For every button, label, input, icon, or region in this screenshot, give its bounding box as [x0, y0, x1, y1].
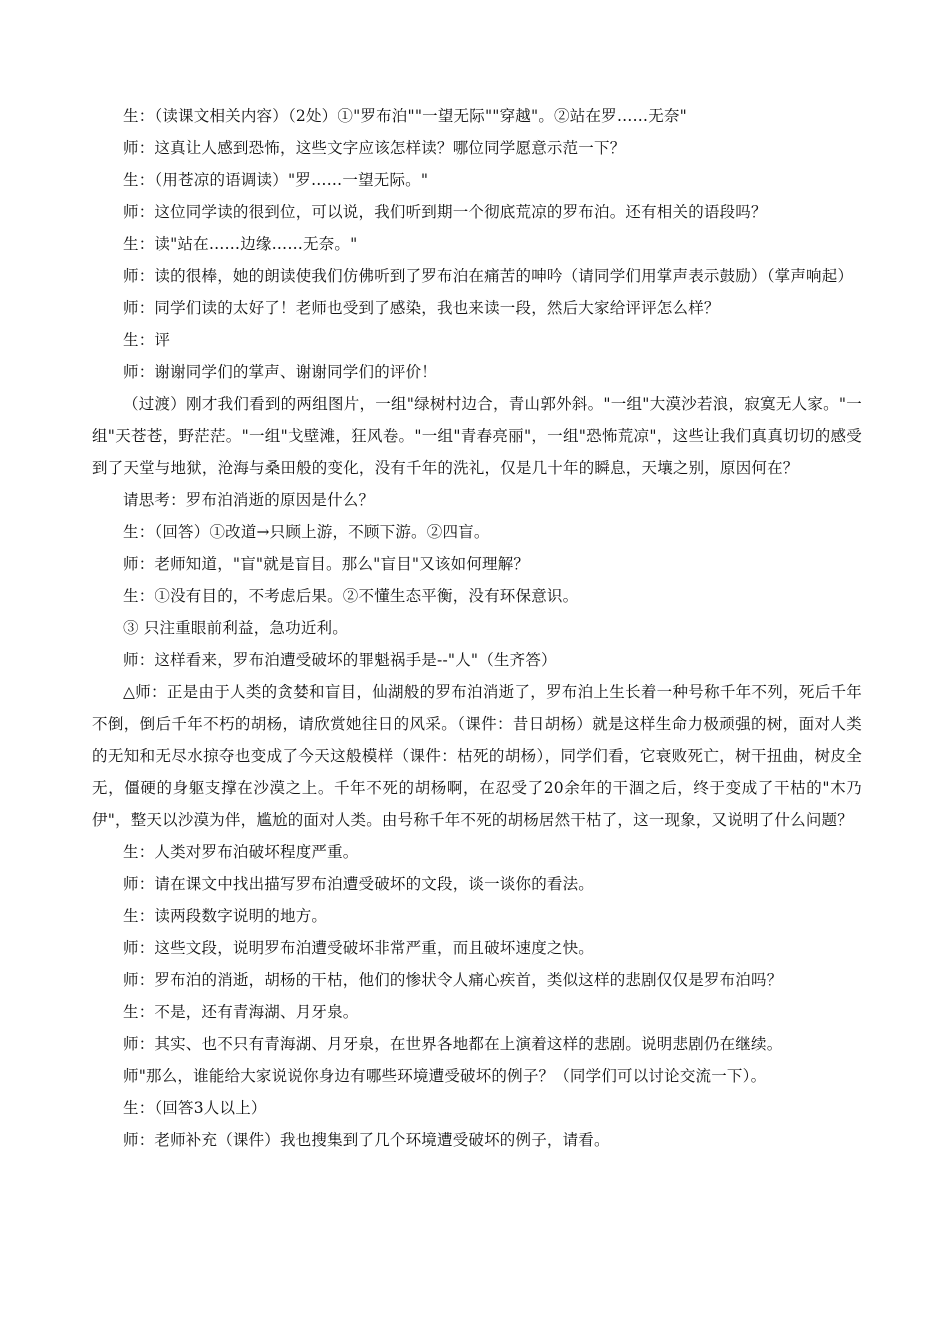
paragraph-teacher-narration: △师：正是由于人类的贪婪和盲目，仙湖般的罗布泊消逝了，罗布泊上生长着一种号称千年不列，死后千年不倒，倒后千年不朽的胡杨，请欣赏她往日的风采。（课件：昔日胡杨）就是这样生命力极顽强的树，面对人类的无知和无尽水掠夺也变成了今天这般模样（课件：枯死的胡杨），同学们看，它衰败死亡，树干扭曲，树皮全无，僵硬的身躯支撑在沙漠之上。千年不死的胡杨啊，在忍受了20余年的干涸之后，终于变成了干枯的"木乃伊"，整天以沙漠为伴，尴尬的面对人类。由号称千年不死的胡杨居然干枯了，这一现象，又说明了什么问题？ — [92, 683, 862, 829]
paragraph: 生：不是，还有青海湖、月牙泉。 — [123, 1003, 359, 1021]
paragraph: 生：读"站在……边缘……无奈。" — [123, 235, 358, 253]
paragraph: ③ 只注重眼前利益，急功近利。 — [123, 619, 348, 637]
paragraph: 生：（用苍凉的语调读）"罗……一望无际。" — [123, 171, 429, 189]
paragraph: 师：谢谢同学们的掌声、谢谢同学们的评价！ — [123, 363, 438, 381]
paragraph: 生：（回答3人以上） — [123, 1099, 267, 1117]
paragraph: 生：（回答）①改道→只顾上游，不顾下游。②四盲。 — [123, 523, 490, 541]
paragraph: 师：这样看来，罗布泊遭受破坏的罪魁祸手是--"人"（生齐答） — [123, 651, 557, 669]
paragraph: 师：这真让人感到恐怖，这些文字应该怎样读？哪位同学愿意示范一下？ — [123, 139, 626, 157]
paragraph: 师：请在课文中找出描写罗布泊遭受破坏的文段，谈一谈你的看法。 — [123, 875, 595, 893]
paragraph: 生：①没有目的，不考虑后果。②不懂生态平衡，没有环保意识。 — [123, 587, 579, 605]
paragraph-question: 请思考：罗布泊消逝的原因是什么？ — [123, 491, 375, 509]
paragraph: 生：评 — [123, 331, 171, 349]
paragraph: 师"那么，谁能给大家说说你身边有哪些环境遭受破坏的例子？（同学们可以讨论交流一下）。 — [123, 1067, 767, 1085]
paragraph: 师：这些文段，说明罗布泊遭受破坏非常严重，而且破坏速度之快。 — [123, 939, 595, 957]
paragraph: 生：读两段数字说明的地方。 — [123, 907, 328, 925]
paragraph: 生：（读课文相关内容）（2处）①"罗布泊""一望无际""穿越"。②站在罗……无奈" — [123, 107, 687, 125]
paragraph: 师：其实、也不只有青海湖、月牙泉，在世界各地都在上演着这样的悲剧。说明悲剧仍在继续。 — [123, 1035, 783, 1053]
paragraph: 师：这位同学读的很到位，可以说，我们听到期一个彻底荒凉的罗布泊。还有相关的语段吗？ — [123, 203, 767, 221]
paragraph: 师：罗布泊的消逝，胡杨的干枯，他们的惨状令人痛心疾首，类似这样的悲剧仅仅是罗布泊吗？ — [123, 971, 783, 989]
paragraph: 师：读的很棒，她的朗读使我们仿佛听到了罗布泊在痛苦的呻吟（请同学们用掌声表示鼓励）（掌声响起） — [123, 267, 854, 285]
paragraph: 师：老师补充（课件）我也搜集到了几个环境遭受破坏的例子，请看。 — [123, 1131, 610, 1149]
paragraph: 师：同学们读的太好了！老师也受到了感染，我也来读一段，然后大家给评评怎么样？ — [123, 299, 720, 317]
paragraph: 生：人类对罗布泊破坏程度严重。 — [123, 843, 359, 861]
paragraph: 师：老师知道，"盲"就是盲目。那么"盲目"又该如何理解？ — [123, 555, 530, 573]
document-body — [92, 100, 862, 1156]
paragraph-transition: （过渡）刚才我们看到的两组图片，一组"绿树村边合，青山郭外斜。"一组"大漠沙若浪，寂寞无人家。"一组"天苍苍，野茫茫。"一组"戈壁滩，狂风卷。"一组"青春亮丽"，一组"恐怖荒凉"，这些让我们真真切切的感受到了天堂与地狱，沧海与桑田般的变化，没有千年的洗礼，仅是几十年的瞬息，天壤之别，原因何在？ — [92, 395, 862, 477]
